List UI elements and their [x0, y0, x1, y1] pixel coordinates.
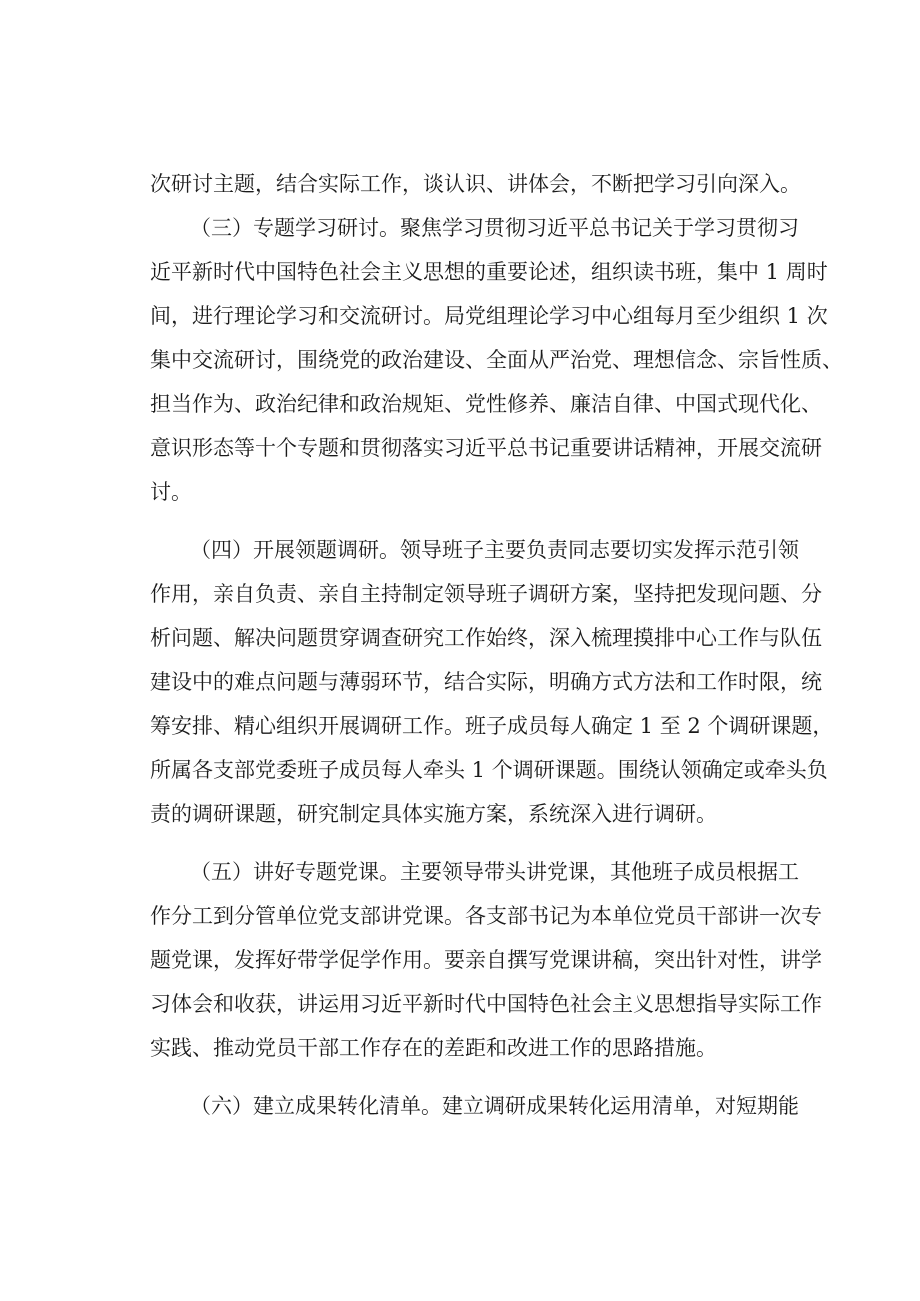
text-line: 近平新时代中国特色社会主义思想的重要论述，组织读书班，集中 1 周时	[150, 260, 828, 284]
text-line: 建设中的难点问题与薄弱环节，结合实际，明确方式方法和工作时限，统	[150, 670, 822, 694]
text-line: 题党课，发挥好带学促学作用。要亲自撰写党课讲稿，突出针对性，讲学	[150, 948, 822, 972]
text-line: 担当作为、政治纪律和政治规矩、党性修养、廉洁自律、中国式现代化、	[150, 392, 822, 416]
text-line: 间，进行理论学习和交流研讨。局党组理论学习中心组每月至少组织 1 次	[150, 304, 828, 328]
text-line: 所属各支部党委班子成员每人牵头 1 个调研课题。围绕认领确定或牵头负	[150, 758, 828, 782]
text-line: （六）建立成果转化清单。建立调研成果转化运用清单，对短期能	[190, 1094, 799, 1118]
text-line: 习体会和收获，讲运用习近平新时代中国特色社会主义思想指导实际工作	[150, 992, 822, 1016]
text-line: 析问题、解决问题贯穿调查研究工作始终，深入梳理摸排中心工作与队伍	[150, 626, 822, 650]
text-line: （四）开展领题调研。领导班子主要负责同志要切实发挥示范引领	[190, 538, 799, 562]
text-line: 意识形态等十个专题和贯彻落实习近平总书记重要讲话精神，开展交流研	[150, 436, 822, 460]
text-line: 筹安排、精心组织开展调研工作。班子成员每人确定 1 至 2 个调研课题，	[150, 714, 834, 738]
text-line: 责的调研课题，研究制定具体实施方案，系统深入进行调研。	[150, 802, 717, 826]
text-line: 讨。	[150, 480, 192, 504]
text-line: 次研讨主题，结合实际工作，谈认识、讲体会，不断把学习引向深入。	[150, 172, 801, 196]
text-line: （五）讲好专题党课。主要领导带头讲党课，其他班子成员根据工	[190, 860, 799, 884]
text-line: 集中交流研讨，围绕党的政治建设、全面从严治党、理想信念、宗旨性质、	[150, 348, 843, 372]
text-line: （三）专题学习研讨。聚焦学习贯彻习近平总书记关于学习贯彻习	[190, 216, 799, 240]
text-line: 作用，亲自负责、亲自主持制定领导班子调研方案，坚持把发现问题、分	[150, 582, 822, 606]
text-line: 作分工到分管单位党支部讲党课。各支部书记为本单位党员干部讲一次专	[150, 904, 822, 928]
text-line: 实践、推动党员干部工作存在的差距和改进工作的思路措施。	[150, 1036, 717, 1060]
